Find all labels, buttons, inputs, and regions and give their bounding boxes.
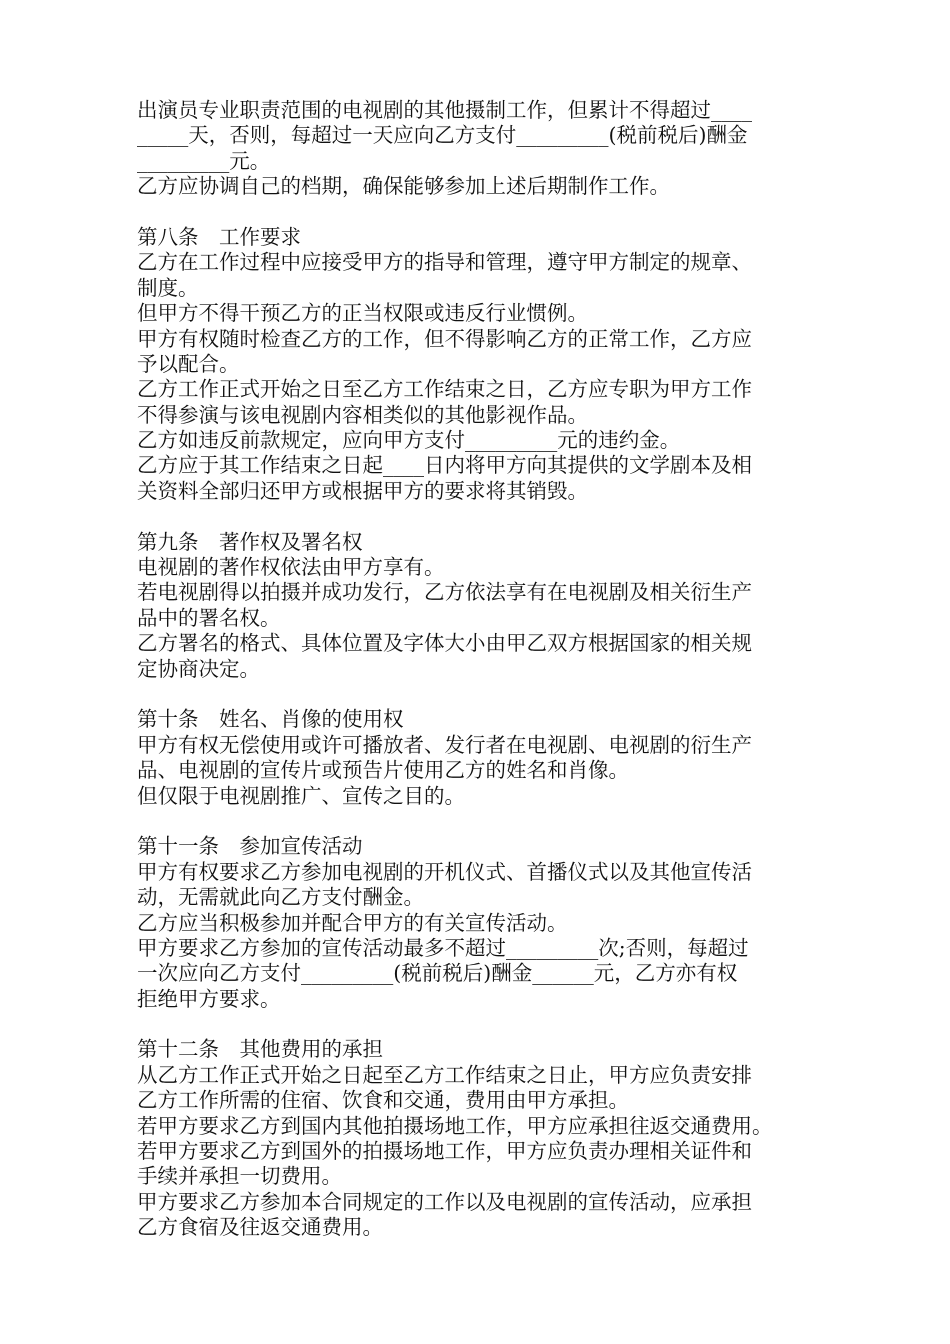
contract-section: [137, 834, 817, 1012]
text-line: 但仅限于电视剧推广、宣传之目的。: [137, 783, 465, 808]
text-line: 出演员专业职责范围的电视剧的其他摄制工作，但累计不得超过____: [137, 98, 752, 122]
section-heading: 第九条 著作权及署名权: [137, 529, 363, 554]
text-line: 一次应向乙方支付_________(税前税后)酬金______元，乙方亦有权: [137, 961, 738, 986]
text-line: 从乙方工作正式开始之日起至乙方工作结束之日止，甲方应负责安排: [137, 1062, 752, 1087]
text-line: 拒绝甲方要求。: [137, 986, 281, 1011]
text-line: 手续并承担一切费用。: [137, 1164, 342, 1189]
text-line: 品、电视剧的宣传片或预告片使用乙方的姓名和肖像。: [137, 758, 629, 783]
contract-section: [137, 98, 817, 200]
section-heading: 第十条 姓名、肖像的使用权: [137, 707, 404, 732]
text-line: 乙方工作正式开始之日至乙方工作结束之日，乙方应专职为甲方工作: [137, 377, 752, 402]
text-line: 乙方应于其工作结束之日起____日内将甲方向其提供的文学剧本及相: [137, 453, 752, 478]
text-line: 不得参演与该电视剧内容相类似的其他影视作品。: [137, 402, 588, 427]
text-line: _________元。: [137, 148, 271, 173]
text-line: 乙方在工作过程中应接受甲方的指导和管理，遵守甲方制定的规章、: [137, 250, 752, 275]
document-page: [137, 98, 817, 1241]
text-line: 甲方有权要求乙方参加电视剧的开机仪式、首播仪式以及其他宣传活: [137, 859, 752, 884]
contract-section: [137, 1037, 817, 1240]
text-line: 若甲方要求乙方到国外的拍摄场地工作，甲方应负责办理相关证件和: [137, 1139, 752, 1164]
text-line: 乙方如违反前款规定，应向甲方支付_________元的违约金。: [137, 428, 681, 453]
text-line: 品中的署名权。: [137, 605, 281, 630]
text-line: 乙方应协调自己的档期，确保能够参加上述后期制作工作。: [137, 174, 670, 199]
section-heading: 第十二条 其他费用的承担: [137, 1037, 383, 1062]
text-line: 若甲方要求乙方到国内其他拍摄场地工作，甲方应承担往返交通费用。: [137, 1113, 773, 1138]
text-line: 动，无需就此向乙方支付酬金。: [137, 885, 424, 910]
text-line: 乙方应当积极参加并配合甲方的有关宣传活动。: [137, 910, 568, 935]
text-line: _____天，否则，每超过一天应向乙方支付_________(税前税后)酬金: [137, 123, 748, 148]
contract-section: [137, 707, 817, 809]
text-line: 乙方署名的格式、具体位置及字体大小由甲乙双方根据国家的相关规: [137, 631, 752, 656]
text-line: 但甲方不得干预乙方的正当权限或违反行业惯例。: [137, 301, 588, 326]
contract-section: [137, 530, 817, 682]
text-line: 乙方食宿及往返交通费用。: [137, 1215, 383, 1240]
text-line: 电视剧的著作权依法由甲方享有。: [137, 555, 445, 580]
contract-section: [137, 225, 817, 504]
text-line: 制度。: [137, 275, 199, 300]
text-line: 甲方有权随时检查乙方的工作，但不得影响乙方的正常工作，乙方应: [137, 326, 752, 351]
text-line: 甲方有权无偿使用或许可播放者、发行者在电视剧、电视剧的衍生产: [137, 732, 752, 757]
text-line: 甲方要求乙方参加本合同规定的工作以及电视剧的宣传活动，应承担: [137, 1189, 752, 1214]
text-line: 乙方工作所需的住宿、饮食和交通，费用由甲方承担。: [137, 1088, 629, 1113]
text-line: 甲方要求乙方参加的宣传活动最多不超过_________次;否则，每超过: [137, 935, 749, 960]
text-line: 予以配合。: [137, 351, 240, 376]
text-line: 若电视剧得以拍摄并成功发行，乙方依法享有在电视剧及相关衍生产: [137, 580, 752, 605]
section-heading: 第十一条 参加宣传活动: [137, 834, 363, 859]
text-line: 定协商决定。: [137, 656, 260, 681]
text-line: 关资料全部归还甲方或根据甲方的要求将其销毁。: [137, 478, 588, 503]
section-heading: 第八条 工作要求: [137, 224, 301, 249]
